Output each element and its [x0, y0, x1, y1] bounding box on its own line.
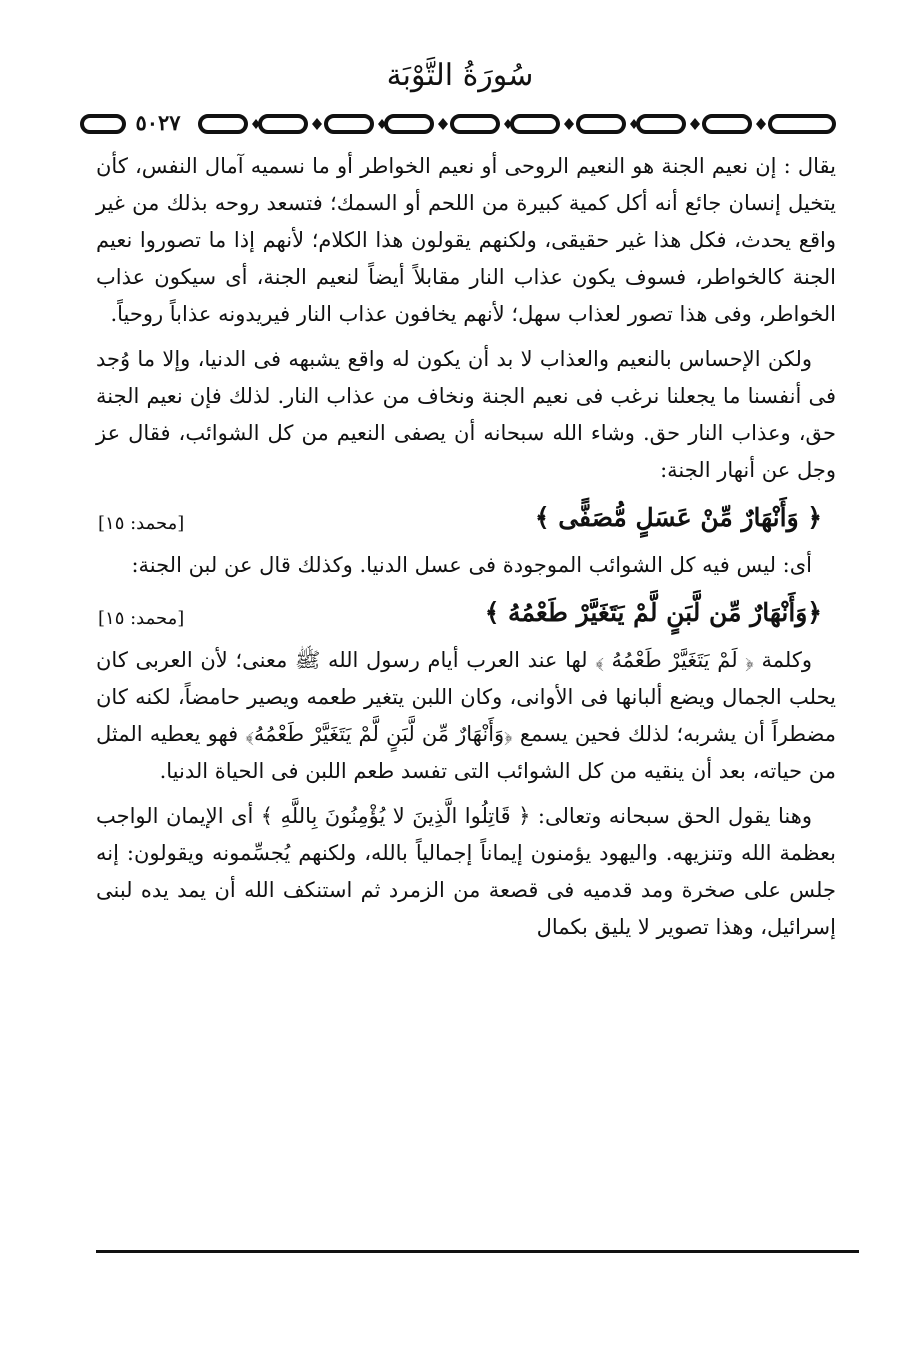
paragraph-4: وكلمة ﴿ لَمْ يَتَغَيَّرْ طَعْمُهُ ﴾ لها عند العرب أيام رسول الله ﷺ معنى؛ لأن العربى كان يحلب الجمال ويضع ألبانها فى الأوانى، وكان اللبن يتغير طعمه ويصير حامضاً، لكنه كان مضطراً أن يشربه؛ لذلك فحين يسمع ﴿وَأَنْهَارٌ مِّن لَّبَنٍ لَّمْ يَتَغَيَّرْ طَعْمُهُ﴾ فهو يعطيه المثل من حياته، بعد أن ينقيه من كل الشوائب التى تفسد طعم اللبن فى الحياة الدنيا.: [96, 648, 836, 783]
quran-verse-2: [96, 592, 836, 636]
quran-verse-1: [96, 497, 836, 541]
verse-text: ﴿ وَأَنْهَارٌ مِّنْ عَسَلٍ مُّصَفًّى ﴾: [534, 503, 822, 532]
page-body: [96, 148, 836, 954]
verse-reference: [محمد: ١٥]: [98, 513, 185, 534]
bottom-rule: [96, 1250, 859, 1253]
paragraph-3: أى: ليس فيه كل الشوائب الموجودة فى عسل الدنيا. وكذلك قال عن لبن الجنة:: [131, 553, 812, 577]
paragraph-5: وهنا يقول الحق سبحانه وتعالى: ﴿ قَاتِلُوا الَّذِينَ لا يُؤْمِنُونَ بِاللَّهِ ﴾ أى الإيمان الواجب بعظمة الله وتنزيهه. واليهود يؤمنون إيماناً إجمالياً بالله، ولكنهم يُجسِّمونه ويقولون: إنه جلس على صخرة ومد قدميه فى قصعة من الزمرد ثم استنكف الله أن يمد يده لبنى إسرائيل، وهذا تصوير لا يليق بكمال: [96, 804, 836, 939]
verse-text: ﴿وَأَنْهَارٌ مِّن لَّبَنٍ لَّمْ يَتَغَيَّرْ طَعْمُهُ ﴾: [484, 598, 822, 627]
paragraph-2: ولكن الإحساس بالنعيم والعذاب لا بد أن يكون له واقع يشبهه فى الدنيا، وإلا ما وُجد فى أنفسنا ما يجعلنا نرغب فى نعيم الجنة ونخاف من عذاب النار. لذلك فإن نعيم الجنة حق، وعذاب النار حق. وشاء الله سبحانه أن يصفى النعيم من كل الشوائب، فقال عز وجل عن أنهار الجنة:: [96, 347, 836, 482]
verse-reference: [محمد: ١٥]: [98, 608, 185, 629]
surah-title: سُورَةُ التَّوْبَة: [386, 58, 534, 93]
page-number: ٥٠٢٧: [128, 109, 188, 137]
ornamental-border: [80, 110, 840, 138]
paragraph-1: يقال : إن نعيم الجنة هو النعيم الروحى أو نعيم الخواطر أو ما نسميه آمال النفس، كأن يتخيل إنسان جائع أنه أكل كمية كبيرة من اللحم أو السمك؛ فتسعد روحه بذلك من غير واقع يحدث، فكل هذا غير حقيقى، ولكنهم يقولون هذا الكلام؛ لأنهم إذا ما تصوروا نعيم الجنة كالخواطر، فسوف يكون عذاب النار مقابلاً أيضاً لنعيم الجنة، أى سيكون عذاب الخواطر، وفى هذا تصور لعذاب سهل؛ لأنهم يخافون عذاب النار فيريدونه عذاباً روحياً.: [96, 154, 836, 326]
